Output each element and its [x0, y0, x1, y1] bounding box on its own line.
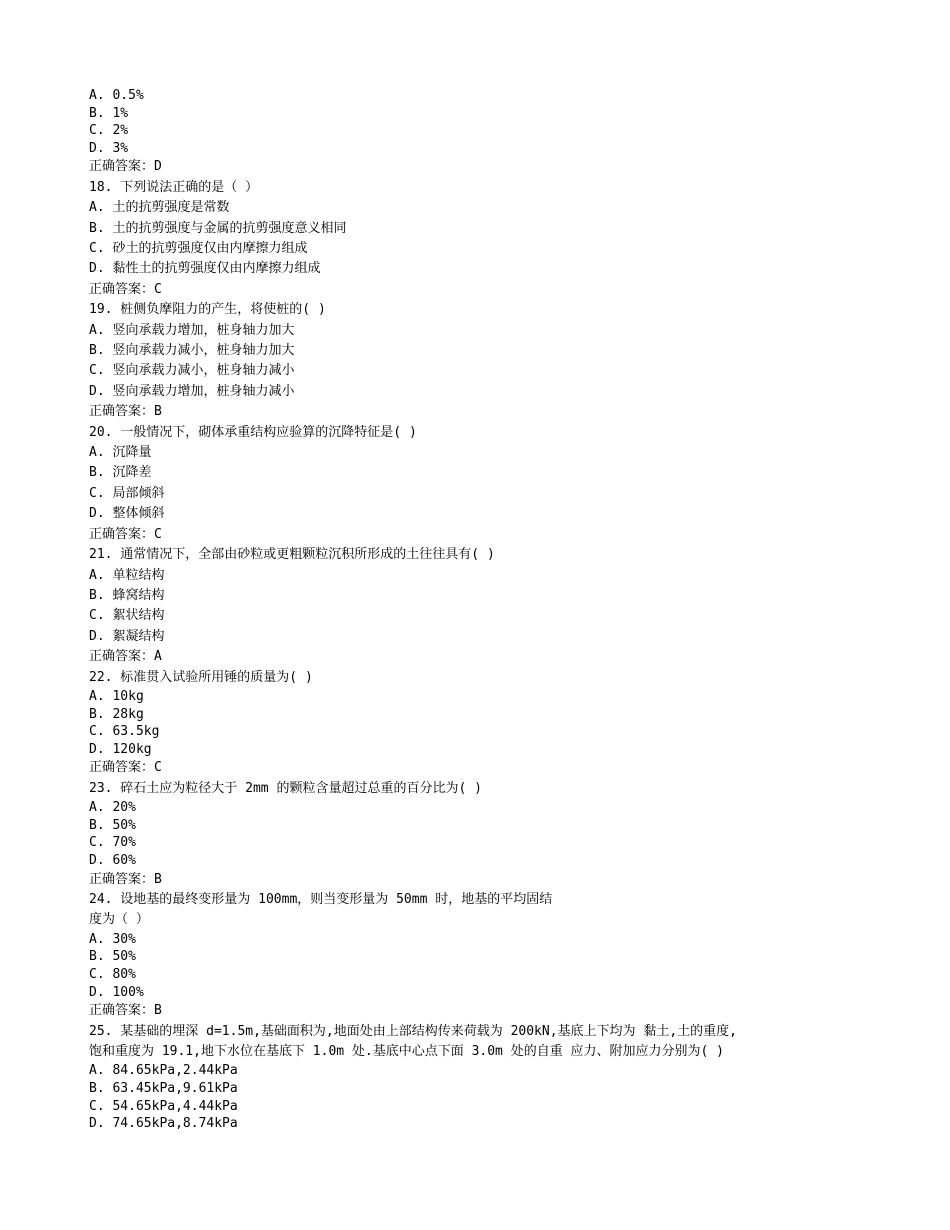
- option-line: C. 54.65kPa,4.44kPa: [89, 1098, 238, 1114]
- option-line: B. 土的抗剪强度与金属的抗剪强度意义相同: [89, 220, 347, 236]
- option-line: B. 63.45kPa,9.61kPa: [89, 1080, 238, 1096]
- question-stem: 25. 某基础的埋深 d=1.5m,基础面积为,地面处由上部结构传来荷载为 200kN,基底上下均为 黏土,土的重度,: [89, 1023, 738, 1039]
- option-line: A. 土的抗剪强度是常数: [89, 200, 230, 216]
- option-line: B. 50%: [89, 949, 136, 965]
- option-line: B. 28kg: [89, 706, 144, 722]
- answer-line: 正确答案：D: [89, 159, 162, 175]
- question-stem: 18. 下列说法正确的是（ ）: [89, 179, 259, 195]
- option-line: B. 50%: [89, 817, 136, 833]
- option-line: C. 砂土的抗剪强度仅由内摩擦力组成: [89, 241, 308, 256]
- answer-line: 正确答案：B: [89, 1003, 162, 1019]
- question-stem-continued: 饱和重度为 19.1,地下水位在基底下 1.0m 处.基底中心点下面 3.0m 处的自重 应力、附加应力分别为( ): [89, 1043, 725, 1059]
- option-line: A. 竖向承载力增加，桩身轴力加大: [89, 322, 295, 338]
- answer-line: 正确答案：B: [89, 871, 162, 887]
- question-stem: 20. 一般情况下，砌体承重结构应验算的沉降特征是( ): [89, 424, 417, 440]
- option-line: A. 30%: [89, 931, 136, 947]
- document-page: [89, 87, 889, 1133]
- option-line: B. 沉降差: [89, 465, 152, 481]
- option-line: A. 20%: [89, 800, 136, 816]
- option-line: D. 120kg: [89, 741, 152, 757]
- answer-line: 正确答案：B: [89, 404, 162, 420]
- option-line: A. 沉降量: [89, 445, 152, 461]
- question-stem: 22. 标准贯入试验所用锤的质量为( ): [89, 669, 313, 685]
- option-line: A. 10kg: [89, 688, 144, 704]
- option-line: D. 絮凝结构: [89, 628, 165, 644]
- answer-line: 正确答案：C: [89, 281, 162, 297]
- option-line: A. 84.65kPa,2.44kPa: [89, 1063, 238, 1079]
- option-line: D. 60%: [89, 852, 136, 868]
- option-line: C. 絮状结构: [89, 608, 165, 624]
- option-line: C. 70%: [89, 835, 136, 851]
- option-line: C. 2%: [89, 123, 129, 139]
- option-line: B. 竖向承载力减小，桩身轴力加大: [89, 343, 295, 359]
- question-stem-continued: 度为（ ）: [89, 912, 149, 928]
- answer-line: 正确答案：C: [89, 760, 162, 776]
- option-line: A. 0.5%: [89, 88, 144, 103]
- option-line: D. 整体倾斜: [89, 506, 165, 522]
- question-stem: 19. 桩侧负摩阻力的产生，将使桩的( ): [89, 302, 326, 318]
- option-line: C. 63.5kg: [89, 724, 160, 740]
- option-line: D. 100%: [89, 984, 144, 1000]
- option-line: D. 黏性土的抗剪强度仅由内摩擦力组成: [89, 261, 321, 277]
- option-line: C. 80%: [89, 966, 136, 982]
- option-line: D. 74.65kPa,8.74kPa: [89, 1116, 238, 1132]
- answer-line: 正确答案：C: [89, 526, 162, 542]
- option-line: B. 蜂窝结构: [89, 587, 165, 603]
- option-line: A. 单粒结构: [89, 567, 165, 583]
- question-stem: 23. 碎石土应为粒径大于 2mm 的颗粒含量超过总重的百分比为( ): [89, 780, 482, 796]
- option-line: B. 1%: [89, 105, 129, 121]
- question-stem: 24. 设地基的最终变形量为 100mm，则当变形量为 50mm 时，地基的平均固结: [89, 891, 553, 907]
- option-line: C. 局部倾斜: [89, 485, 165, 501]
- option-line: D. 竖向承载力增加，桩身轴力减小: [89, 383, 295, 399]
- option-line: C. 竖向承载力减小，桩身轴力减小: [89, 363, 295, 379]
- question-stem: 21. 通常情况下，全部由砂粒或更粗颗粒沉积所形成的土往往具有( ): [89, 547, 495, 563]
- option-line: D. 3%: [89, 140, 129, 156]
- answer-line: 正确答案：A: [89, 649, 162, 665]
